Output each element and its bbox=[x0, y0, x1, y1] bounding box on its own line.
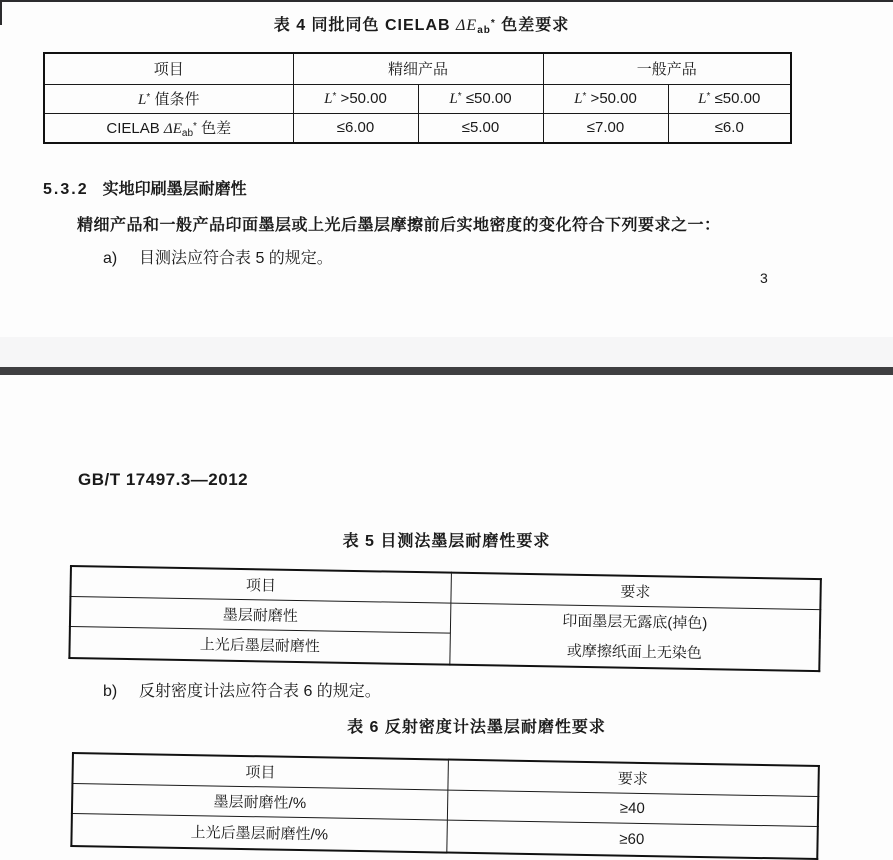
color-diff-text: 色差 bbox=[196, 120, 232, 138]
table4-cell bbox=[293, 84, 418, 113]
page-divider bbox=[0, 367, 893, 375]
list-item-b bbox=[103, 678, 381, 701]
delta-e-superscript: * bbox=[193, 121, 197, 133]
table5-header-item: 项目 bbox=[70, 566, 450, 603]
table5-header-req: 要求 bbox=[450, 573, 820, 609]
table6-caption: 表 6 反射密度计法墨层耐磨性要求 bbox=[347, 719, 606, 736]
doc-code: GB/T 17497.3—2012 bbox=[78, 470, 249, 489]
scan-edge-top bbox=[0, 0, 893, 2]
l-symbol: L bbox=[449, 90, 458, 107]
table5-item-cell: 墨层耐磨性 bbox=[70, 596, 450, 633]
table6-req-cell: ≥60 bbox=[446, 820, 818, 859]
page-4 bbox=[0, 375, 893, 848]
table4-cell: ≤6.00 bbox=[293, 113, 418, 143]
l-superscript: * bbox=[457, 90, 462, 102]
requirement-line: 印面墨层无露底(掉色) bbox=[562, 612, 708, 633]
table4-header-row bbox=[44, 53, 791, 84]
cell-value: ≤50.00 bbox=[461, 89, 512, 107]
table6-item-cell: 上光后墨层耐磨性/% bbox=[71, 813, 447, 853]
table4-caption-suffix: 色差要求 bbox=[495, 17, 570, 34]
table4-cell: ≤5.00 bbox=[418, 113, 543, 143]
l-superscript: * bbox=[146, 92, 151, 103]
cell-value: >50.00 bbox=[336, 89, 387, 107]
cielab-text: CIELAB bbox=[106, 120, 164, 138]
table4-caption-text: 表 4 同批同色 CIELAB bbox=[273, 17, 457, 34]
body-paragraph: 精细产品和一般产品印面墨层或上光后墨层摩擦前后实地密度的变化符合下列要求之一： bbox=[77, 217, 721, 234]
table6 bbox=[70, 752, 820, 860]
table4-label-delta-e bbox=[44, 113, 293, 143]
scan-shadow-band bbox=[0, 337, 893, 367]
delta-e-symbol: ΔE bbox=[456, 17, 478, 34]
list-marker-b: b) bbox=[103, 683, 118, 700]
table4-header-general: 一般产品 bbox=[543, 53, 791, 84]
table6-header-item: 项目 bbox=[72, 753, 447, 790]
table4-header-fine: 精细产品 bbox=[293, 53, 543, 84]
delta-e-superscript: * bbox=[490, 18, 496, 29]
list-text-b: 反射密度计法应符合表 6 的规定。 bbox=[139, 683, 381, 700]
table4-label-l-condition bbox=[44, 84, 293, 113]
page-3 bbox=[0, 0, 893, 367]
section-title: 实地印刷墨层耐磨性 bbox=[102, 181, 247, 198]
section-heading-5-3-2 bbox=[43, 176, 247, 199]
delta-e-symbol: ΔE bbox=[163, 121, 182, 138]
table4-cell: ≤6.0 bbox=[668, 113, 791, 143]
table4-row-delta-e bbox=[44, 113, 791, 143]
table5-requirement-cell bbox=[449, 603, 820, 671]
l-symbol: L bbox=[324, 90, 333, 107]
cell-value: ≤50.00 bbox=[710, 89, 761, 107]
requirement-line: 或摩擦纸面上无染色 bbox=[566, 642, 702, 663]
table4-header-item: 项目 bbox=[44, 53, 293, 84]
l-superscript: * bbox=[706, 90, 711, 102]
l-superscript: * bbox=[582, 90, 587, 102]
l-symbol: L bbox=[138, 92, 147, 108]
table6-item-cell: 墨层耐磨性/% bbox=[72, 783, 447, 820]
list-text-a: 目测法应符合表 5 的规定。 bbox=[139, 250, 333, 267]
page-number: 3 bbox=[760, 270, 768, 286]
table4-cell bbox=[668, 84, 791, 113]
l-condition-text: 值条件 bbox=[150, 91, 200, 108]
list-marker-a: a) bbox=[103, 250, 118, 267]
l-symbol: L bbox=[698, 90, 707, 107]
table4-cell bbox=[543, 84, 668, 113]
table4-cell: ≤7.00 bbox=[543, 113, 668, 143]
l-symbol: L bbox=[574, 90, 583, 107]
table5 bbox=[68, 565, 822, 672]
table6-header-req: 要求 bbox=[447, 760, 818, 796]
table4 bbox=[43, 52, 792, 144]
table6-req-cell: ≥40 bbox=[447, 790, 818, 826]
table4-row-l-condition bbox=[44, 84, 791, 113]
table4-cell bbox=[418, 84, 543, 113]
section-number: 5.3.2 bbox=[43, 181, 89, 198]
l-superscript: * bbox=[332, 90, 337, 102]
table5-item-cell: 上光后墨层耐磨性 bbox=[69, 626, 450, 665]
delta-e-subscript: ab bbox=[477, 25, 491, 36]
table4-caption bbox=[0, 12, 893, 35]
requirement-lines bbox=[450, 608, 819, 665]
list-item-a bbox=[103, 245, 333, 268]
delta-e-subscript: ab bbox=[181, 128, 194, 140]
table5-caption: 表 5 目测法墨层耐磨性要求 bbox=[342, 533, 551, 550]
cell-value: >50.00 bbox=[586, 89, 637, 107]
